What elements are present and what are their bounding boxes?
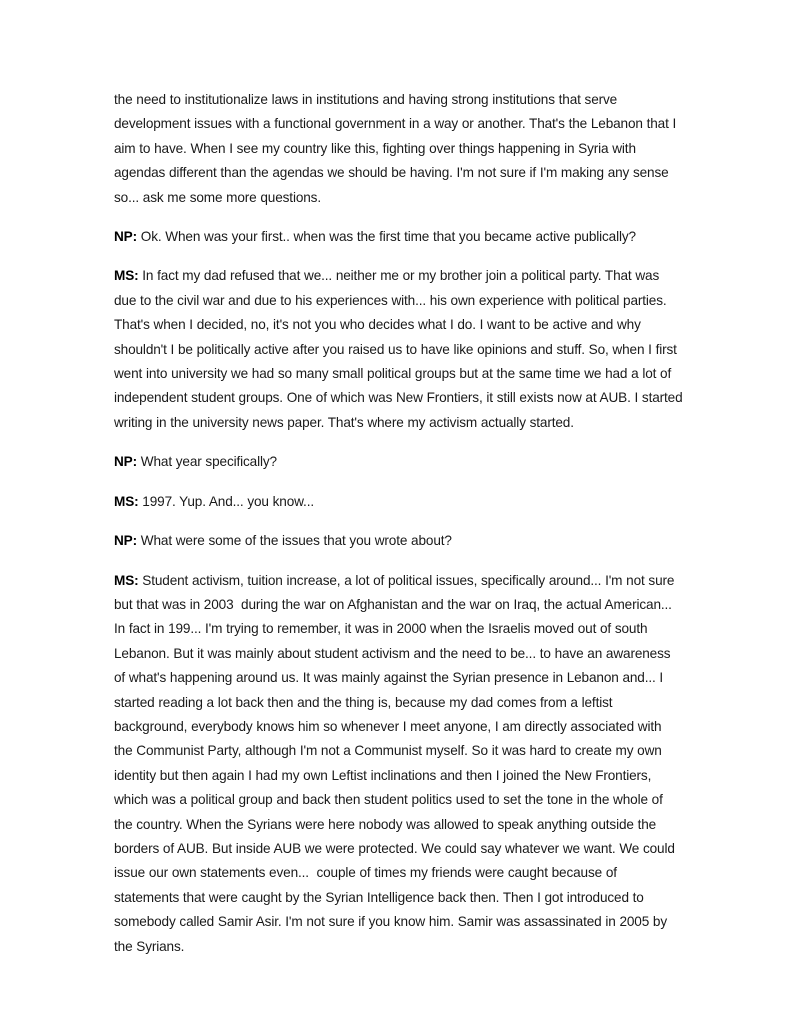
paragraph-text: the need to institutionalize laws in institutions and having strong institutions that serve development issues with a functional government in a way or another. That's the Lebanon that I aim to have. When I see my country like this, fighting over things happening in Syria with agendas different than the agendas we should be having. I'm not sure if I'm making any sense so... ask me some more questions.	[114, 92, 680, 205]
paragraph-text: In fact my dad refused that we... neither me or my brother join a political party. That was due to the civil war and due to his experiences with... his own experience with political parties. That's when I decided, no, it's not you who decides what I do. I want to be active and why shouldn't I be politically active after you raised us to have like opinions and stuff. So, when I first went into university we had so many small political groups but at the same time we had a lot of independent student groups. One of which was New Frontiers, it still exists now at AUB. I started writing in the university news paper. That's where my activism actually started.	[114, 268, 687, 430]
speaker-label: NP:	[114, 533, 138, 549]
speaker-label: NP:	[114, 229, 138, 245]
paragraph-text: 1997. Yup. And... you know...	[138, 493, 314, 509]
speaker-label: MS:	[114, 493, 139, 509]
transcript-paragraph	[114, 490, 683, 514]
transcript-paragraph	[114, 264, 687, 435]
transcript-paragraph	[114, 88, 683, 210]
transcript-paragraph	[114, 450, 683, 474]
paragraph-text: Student activism, tuition increase, a lot of political issues, specifically around... I'm not sure but that was in 2003 during the war on Afghanistan and the war on Iraq, the actual American... In fact in 199... I'm trying to remember, it was in 2000 when the Israelis moved out of south Lebanon. But it was mainly about student activism and the need to be... to have an awareness of what's happening around us. It was mainly against the Syrian presence in Lebanon and... I started reading a lot back then and the thing is, because my dad comes from a leftist background, everybody knows him so whenever I meet anyone, I am directly associated with the Communist Party, although I'm not a Communist myself. So it was hard to create my own identity but then again I had my own Leftist inclinations and then I joined the New Frontiers, which was a political group and back then student politics used to set the tone in the whole of the country. When the Syrians were here nobody was allowed to speak anything outside the borders of AUB. But inside AUB we were protected. We could say whatever we want. We could issue our own statements even... couple of times my friends were caught because of statements that were caught by the Syrian Intelligence back then. Then I got introduced to somebody called Samir Asir. I'm not sure if you know him. Samir was assassinated in 2005 by the Syrians.	[114, 572, 679, 954]
transcript-body	[114, 88, 687, 959]
transcript-paragraph	[114, 569, 683, 960]
paragraph-text: Ok. When was your first.. when was the first time that you became active publically?	[137, 229, 636, 245]
paragraph-text: What were some of the issues that you wrote about?	[137, 533, 452, 549]
speaker-label: NP:	[114, 454, 138, 470]
speaker-label: MS:	[114, 268, 139, 284]
transcript-paragraph	[114, 529, 683, 553]
paragraph-text: What year specifically?	[137, 454, 277, 470]
speaker-label: MS:	[114, 572, 139, 588]
transcript-paragraph	[114, 225, 683, 249]
